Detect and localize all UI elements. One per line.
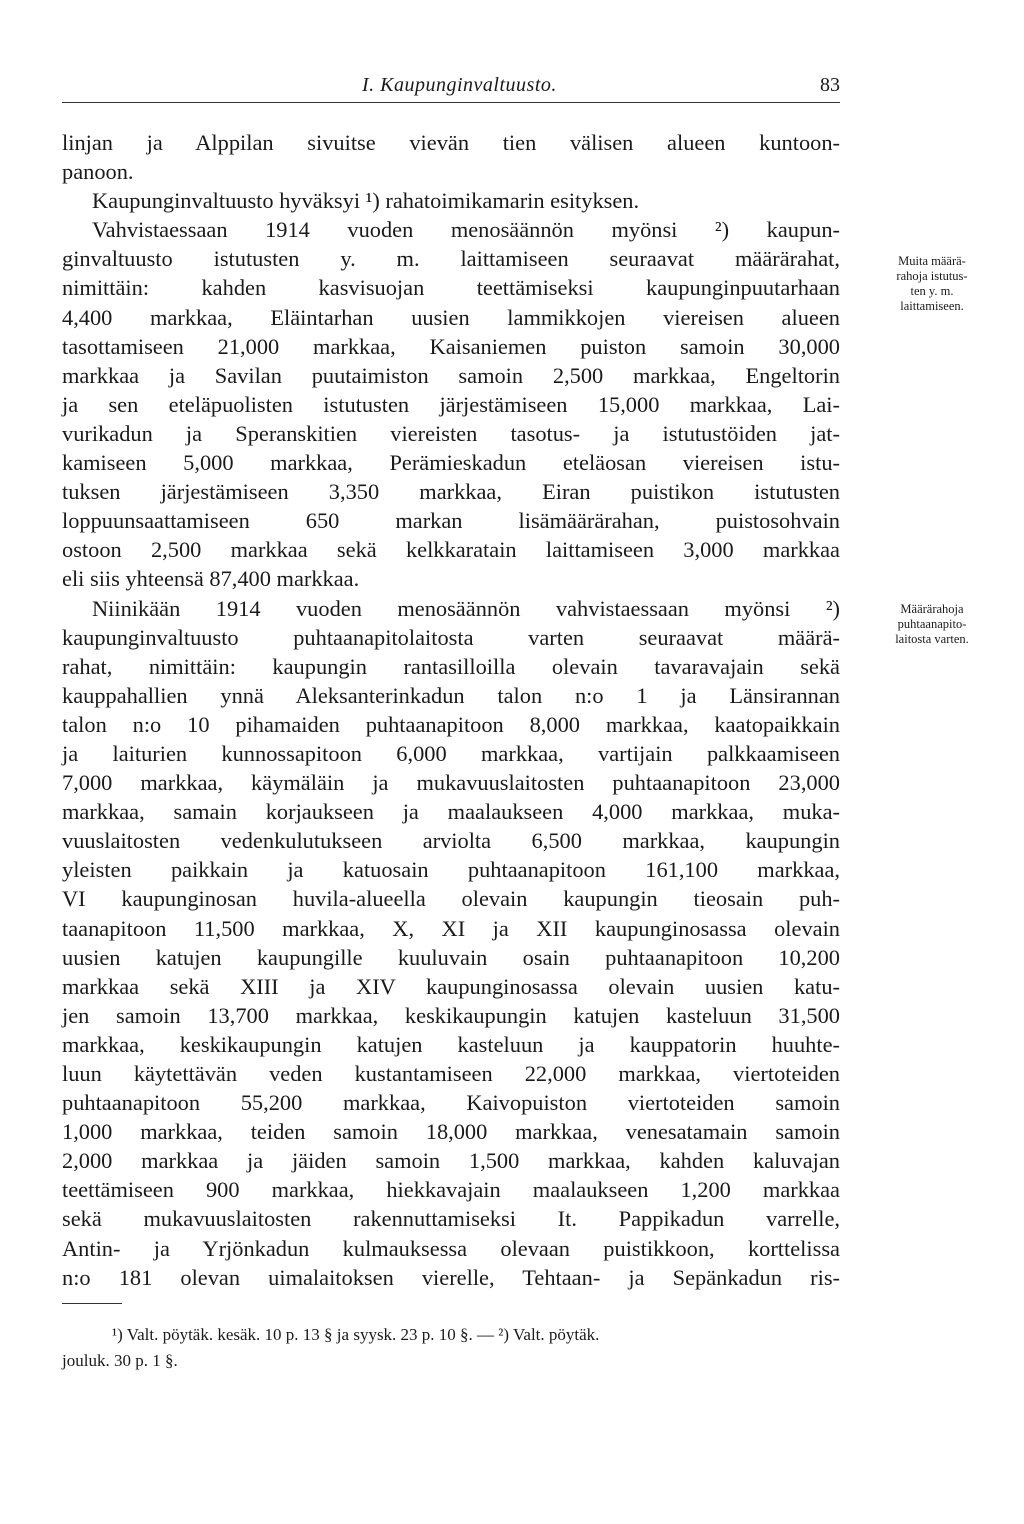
margin-note-line: rahoja istutus- xyxy=(896,269,968,283)
text-line: n:o 181 olevan uimalaitoksen vierelle, Tehtaan- ja Sepänkadun ris- xyxy=(62,1264,840,1290)
text-line: ostoon 2,500 markkaa sekä kelkkaratain laittamiseen 3,000 markkaa xyxy=(62,537,840,563)
margin-note-line: puhtaanapito- xyxy=(897,617,967,631)
text-line: ja sen eteläpuolisten istutusten järjestämiseen 15,000 markkaa, Lai- xyxy=(62,391,840,417)
text-line: markkaa, samain korjaukseen ja maalaukseen 4,000 markkaa, muka- xyxy=(62,799,840,825)
text-line: 4,400 markkaa, Eläintarhan uusien lammikkojen viereisen alueen xyxy=(62,304,840,330)
text-line: 7,000 markkaa, käymäläin ja mukavuuslaitosten puhtaanapitoon 23,000 xyxy=(62,770,840,796)
text-line: luun käytettävän veden kustantamiseen 22,000 markkaa, viertoteiden xyxy=(62,1061,840,1086)
text-line: Antin- ja Yrjönkadun kulmauksessa olevaan puistikkoon, korttelissa xyxy=(62,1235,840,1261)
text-line: teettämiseen 900 markkaa, hiekkavajain maalaukseen 1,200 markkaa xyxy=(62,1177,840,1203)
text-line: vuuslaitosten vedenkulutukseen arviolta 6,500 markkaa, kaupungin xyxy=(62,828,840,854)
margin-note-line: ten y. m. xyxy=(910,284,954,298)
text-line: linjan ja Alppilan sivuitse vievän tien välisen alueen kuntoon- xyxy=(62,130,840,155)
text-line: 2,000 markkaa ja jäiden samoin 1,500 markkaa, kahden kaluvajan xyxy=(62,1148,840,1174)
text-line: rahat, nimittäin: kaupungin rantasilloilla olevain tavaravajain sekä xyxy=(62,653,840,679)
text-line: eli siis yhteensä 87,400 markkaa. xyxy=(62,566,360,592)
text-line: sekä mukavuuslaitosten rakennuttamiseksi It. Pappikadun varrelle, xyxy=(62,1206,840,1232)
text-line: Vahvistaessaan 1914 vuoden menosäännön myönsi ²) kaupun- xyxy=(92,217,840,243)
margin-note-planting xyxy=(852,254,1012,314)
text-line: VI kaupunginosan huvila-alueella olevain kaupungin tieosain puh- xyxy=(62,886,840,912)
text-line: uusien katujen kaupungille kuuluvain osain puhtaanapitoon 10,200 xyxy=(62,944,840,970)
footnote-line: ¹) Valt. pöytäk. kesäk. 10 p. 13 § ja syysk. 23 p. 10 §. — ²) Valt. pöytäk. xyxy=(112,1325,600,1344)
text-line: Kaupunginvaltuusto hyväksyi ¹) rahatoimikamarin esityksen. xyxy=(92,188,640,214)
text-line: talon n:o 10 pihamaiden puhtaanapitoon 8,000 markkaa, kaatopaikkain xyxy=(62,711,840,737)
page-header xyxy=(62,74,840,103)
text-line: tasottamiseen 21,000 markkaa, Kaisaniemen puiston samoin 30,000 xyxy=(62,333,840,359)
text-line: 1,000 markkaa, teiden samoin 18,000 markkaa, venesatamain samoin xyxy=(62,1119,840,1145)
margin-note-line: laitosta varten. xyxy=(895,632,969,646)
text-line: nimittäin: kahden kasvisuojan teettämiseksi kaupunginpuutarhaan xyxy=(62,275,840,301)
footnotes xyxy=(62,1322,840,1374)
footnote-divider xyxy=(62,1303,122,1304)
text-line: ginvaltuusto istutusten y. m. laittamiseen seuraavat määrärahat, xyxy=(62,246,840,272)
text-line: tuksen järjestämiseen 3,350 markkaa, Eiran puistikon istutusten xyxy=(62,479,840,505)
text-line: vurikadun ja Speranskitien viereisten tasotus- ja istutustöiden jat- xyxy=(62,420,840,446)
text-line: yleisten paikkain ja katuosain puhtaanapitoon 161,100 markkaa, xyxy=(62,857,840,883)
margin-note-line: Määrärahoja xyxy=(900,602,964,616)
text-line: puhtaanapitoon 55,200 markkaa, Kaivopuiston viertoteiden samoin xyxy=(62,1090,840,1116)
text-line: loppuunsaattamiseen 650 markan lisämäärärahan, puistosohvain xyxy=(62,508,840,534)
body-text xyxy=(62,128,840,1292)
text-line: jen samoin 13,700 markkaa, keskikaupungin katujen kasteluun 31,500 xyxy=(62,1002,840,1028)
margin-note-cleaning xyxy=(852,602,1012,647)
margin-note-line: laittamiseen. xyxy=(900,299,964,313)
text-line: markkaa, keskikaupungin katujen kasteluun ja kauppatorin huuhte- xyxy=(62,1031,840,1057)
text-line: markkaa sekä XIII ja XIV kaupunginosassa olevain uusien katu- xyxy=(62,973,840,999)
text-line: panoon. xyxy=(62,159,134,185)
page-number: 83 xyxy=(820,74,840,96)
text-line: Niinikään 1914 vuoden menosäännön vahvistaessaan myönsi ²) xyxy=(92,595,840,621)
text-line: kauppahallien ynnä Aleksanterinkadun talon n:o 1 ja Länsirannan xyxy=(62,682,840,708)
margin-note-line: Muita määrä- xyxy=(898,254,966,268)
text-line: markkaa ja Savilan puutaimiston samoin 2,500 markkaa, Engeltorin xyxy=(62,362,840,388)
running-title: I. Kaupunginvaltuusto. xyxy=(362,74,557,96)
text-line: kamiseen 5,000 markkaa, Perämieskadun eteläosan viereisen istu- xyxy=(62,450,840,476)
text-line: taanapitoon 11,500 markkaa, X, XI ja XII kaupunginosassa olevain xyxy=(62,915,840,941)
text-line: kaupunginvaltuusto puhtaanapitolaitosta varten seuraavat määrä- xyxy=(62,624,840,650)
text-line: ja laiturien kunnossapitoon 6,000 markkaa, vartijain palkkaamiseen xyxy=(62,740,840,766)
footnote-line: jouluk. 30 p. 1 §. xyxy=(62,1351,178,1370)
